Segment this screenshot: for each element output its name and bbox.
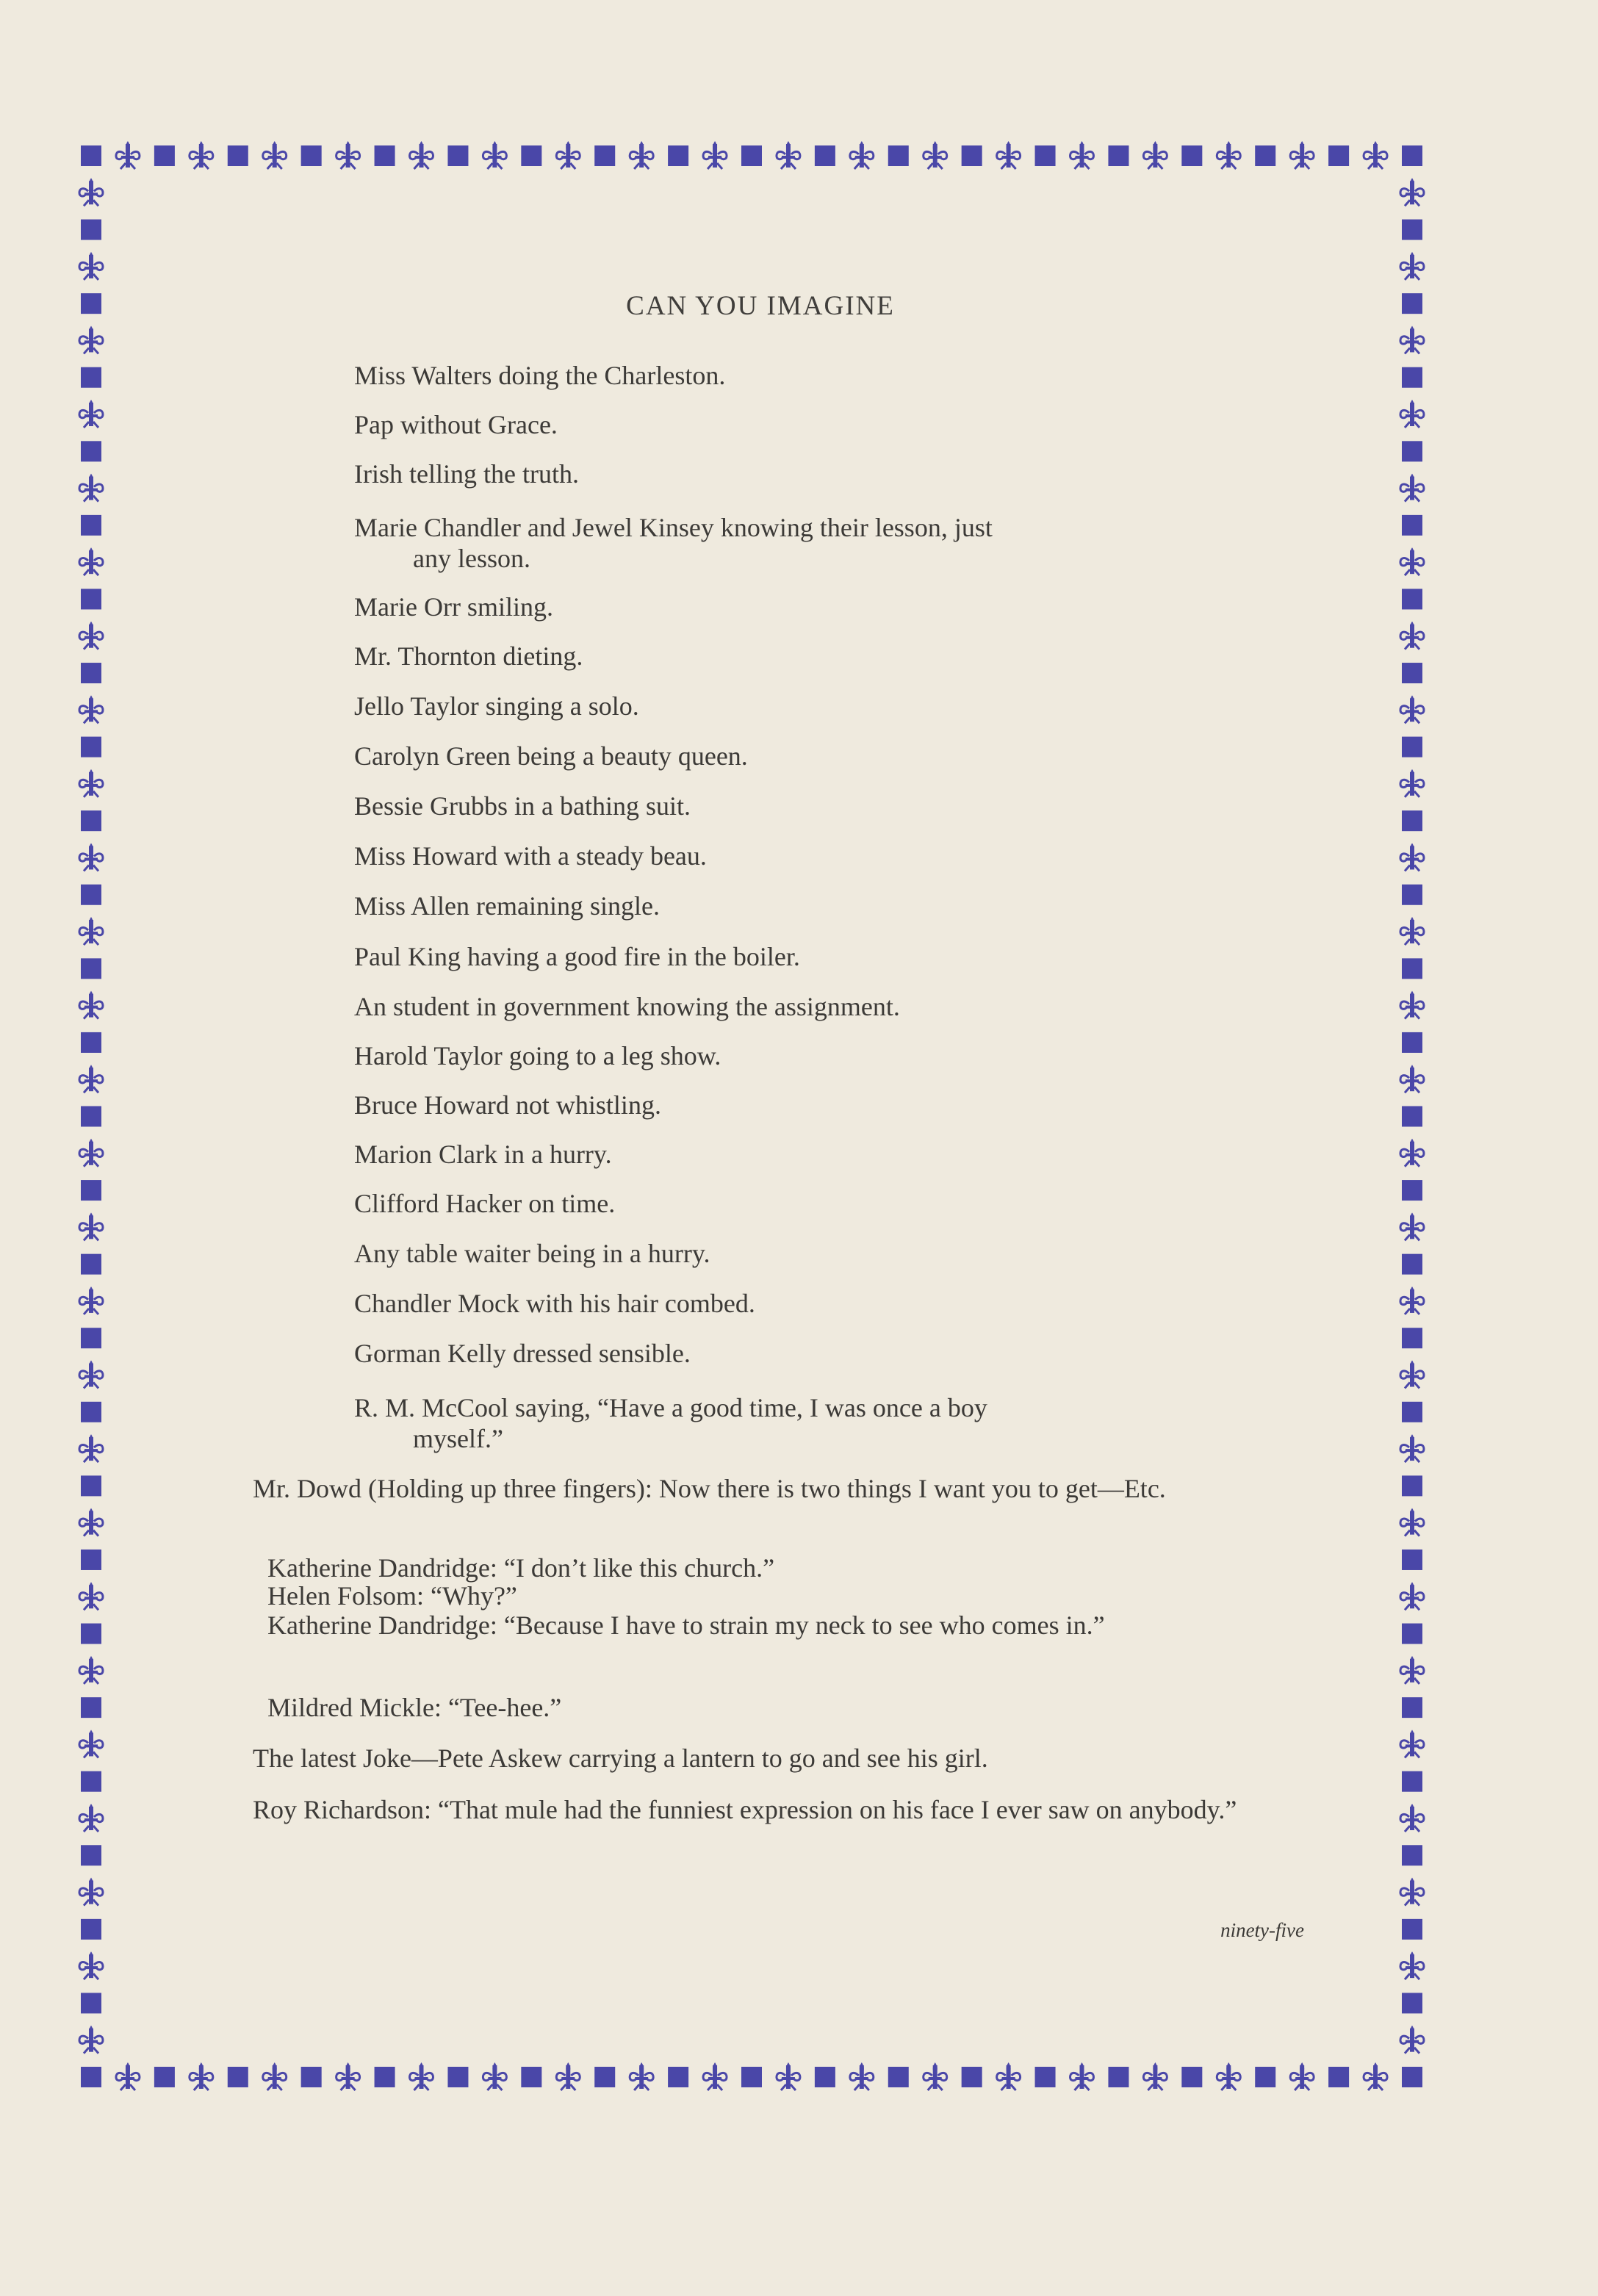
border-square-icon (1402, 367, 1422, 388)
border-square-icon (81, 2067, 101, 2087)
border-square-icon (81, 1845, 101, 1865)
border-square-icon (668, 2067, 688, 2087)
border-fleur-icon (483, 2062, 506, 2090)
border-square-icon (1402, 663, 1422, 683)
list-item: Marion Clark in a hurry. (354, 1140, 612, 1169)
border-fleur-icon (263, 2062, 287, 2090)
border-fleur-icon (556, 2062, 580, 2090)
border-fleur-icon (79, 1878, 103, 1906)
border-fleur-icon (336, 141, 360, 169)
list-item: Harold Taylor going to a leg show. (354, 1041, 721, 1070)
list-item-continuation: any lesson. (413, 544, 530, 573)
border-fleur-icon (79, 843, 103, 871)
border-fleur-icon (1400, 1139, 1424, 1167)
border-fleur-icon (1400, 1361, 1424, 1389)
page-number: ninety-five (1220, 1919, 1304, 1941)
border-fleur-icon (1400, 547, 1424, 575)
border-fleur-icon (997, 141, 1021, 169)
border-fleur-icon (79, 547, 103, 575)
border-square-icon (1402, 737, 1422, 757)
border-fleur-icon (116, 2062, 140, 2090)
dialogue-line: Katherine Dandridge: “I don’t like this church.” (267, 1553, 775, 1583)
border-square-icon (1402, 1328, 1422, 1348)
border-square-icon (81, 1402, 101, 1422)
border-fleur-icon (79, 2026, 103, 2054)
border-fleur-icon (79, 178, 103, 206)
border-fleur-icon (1400, 1434, 1424, 1462)
border-square-icon (521, 2067, 541, 2087)
border-fleur-icon (850, 141, 874, 169)
list-item: Miss Howard with a steady beau. (354, 841, 707, 871)
border-square-icon (521, 145, 541, 166)
border-square-icon (1402, 958, 1422, 979)
border-square-icon (1402, 1993, 1422, 2013)
border-square-icon (1402, 1180, 1422, 1201)
list-item: Irish telling the truth. (354, 459, 579, 489)
border-fleur-icon (79, 1361, 103, 1389)
border-fleur-icon (190, 2062, 213, 2090)
border-square-icon (81, 1106, 101, 1127)
border-fleur-icon (1400, 1878, 1424, 1906)
dialogue-line: Helen Folsom: “Why?” (267, 1581, 517, 1611)
border-square-icon (81, 1993, 101, 2013)
border-square-icon (447, 2067, 468, 2087)
border-square-icon (81, 1771, 101, 1792)
list-item: Clifford Hacker on time. (354, 1189, 616, 1218)
border-fleur-icon (703, 141, 727, 169)
border-square-icon (375, 2067, 395, 2087)
border-square-icon (1328, 2067, 1349, 2087)
border-fleur-icon (630, 2062, 653, 2090)
border-fleur-icon (1364, 141, 1387, 169)
border-square-icon (81, 367, 101, 388)
border-fleur-icon (1400, 622, 1424, 649)
border-square-icon (1402, 1845, 1422, 1865)
border-square-icon (81, 293, 101, 314)
border-square-icon (154, 145, 175, 166)
border-fleur-icon (1290, 2062, 1314, 2090)
joke-latest-text: The latest Joke—Pete Askew carrying a lantern to go and see his girl. (253, 1743, 988, 1773)
border-square-icon (888, 145, 909, 166)
border-fleur-icon (79, 1656, 103, 1684)
border-fleur-icon (703, 2062, 727, 2090)
joke-richardson-text: Roy Richardson: “That mule had the funniest expression on his face I ever saw on anybody.” (253, 1795, 1237, 1824)
border-square-icon (81, 737, 101, 757)
border-square-icon (962, 2067, 982, 2087)
list-item-continuation: myself.” (413, 1424, 503, 1453)
border-square-icon (1108, 145, 1129, 166)
border-square-icon (741, 2067, 762, 2087)
border-square-icon (81, 1328, 101, 1348)
border-fleur-icon (1400, 1582, 1424, 1610)
joke-dowd-text: Mr. Dowd (Holding up three fingers): Now there is two things I want you to get—Etc. (253, 1474, 1166, 1503)
border-fleur-icon (1400, 1212, 1424, 1240)
border-square-icon (741, 145, 762, 166)
border-fleur-icon (1400, 1065, 1424, 1093)
border-square-icon (1402, 1624, 1422, 1644)
border-square-icon (81, 1624, 101, 1644)
border-fleur-icon (1400, 325, 1424, 353)
border-fleur-icon (79, 1286, 103, 1314)
border-square-icon (154, 2067, 175, 2087)
border-fleur-icon (850, 2062, 874, 2090)
border-square-icon (1402, 1697, 1422, 1718)
border-square-icon (1255, 2067, 1275, 2087)
border-square-icon (81, 441, 101, 461)
list-item-continuation-wrap (354, 543, 1258, 574)
border-fleur-icon (79, 1139, 103, 1167)
list-item: Bruce Howard not whistling. (354, 1090, 661, 1120)
joke-mickle (209, 1692, 1307, 1723)
border-square-icon (81, 1475, 101, 1496)
border-fleur-icon (79, 1951, 103, 1979)
border-fleur-icon (79, 325, 103, 353)
joke-dowd (209, 1473, 1307, 1504)
border-fleur-icon (1400, 695, 1424, 723)
border-fleur-icon (410, 141, 433, 169)
border-fleur-icon (1400, 1804, 1424, 1832)
border-fleur-icon (924, 2062, 947, 2090)
border-fleur-icon (79, 474, 103, 502)
border-fleur-icon (1400, 1951, 1424, 1979)
border-fleur-icon (1217, 141, 1240, 169)
border-square-icon (1255, 145, 1275, 166)
border-square-icon (1402, 220, 1422, 240)
border-square-icon (1108, 2067, 1129, 2087)
border-fleur-icon (116, 141, 140, 169)
border-square-icon (1402, 441, 1422, 461)
list-item: Mr. Thornton dieting. (354, 641, 583, 671)
list-item: Pap without Grace. (354, 410, 558, 439)
border-fleur-icon (1070, 2062, 1094, 2090)
border-fleur-icon (1400, 1508, 1424, 1536)
list-item: R. M. McCool saying, “Have a good time, I was once a boy (354, 1393, 987, 1422)
border-square-icon (1181, 145, 1202, 166)
border-fleur-icon (79, 1434, 103, 1462)
border-fleur-icon (79, 1582, 103, 1610)
border-square-icon (81, 1550, 101, 1570)
list-item: Any table waiter being in a hurry. (354, 1239, 710, 1268)
border-fleur-icon (79, 1508, 103, 1536)
border-square-icon (1328, 145, 1349, 166)
border-fleur-icon (79, 1065, 103, 1093)
border-square-icon (594, 2067, 615, 2087)
border-fleur-icon (1070, 141, 1094, 169)
border-square-icon (81, 515, 101, 536)
list-item: Bessie Grubbs in a bathing suit. (354, 791, 691, 821)
list-item: Marie Orr smiling. (354, 592, 553, 622)
border-square-icon (1402, 1106, 1422, 1127)
border-square-icon (1402, 1919, 1422, 1940)
border-fleur-icon (1400, 178, 1424, 206)
border-square-icon (81, 1697, 101, 1718)
border-fleur-icon (1143, 2062, 1167, 2090)
border-square-icon (81, 589, 101, 609)
border-square-icon (81, 885, 101, 905)
border-square-icon (815, 145, 835, 166)
border-fleur-icon (263, 141, 287, 169)
border-square-icon (1402, 1032, 1422, 1053)
border-fleur-icon (79, 695, 103, 723)
border-fleur-icon (483, 141, 506, 169)
border-square-icon (1402, 1254, 1422, 1275)
border-fleur-icon (1217, 2062, 1240, 2090)
dialogue-line: Katherine Dandridge: “Because I have to strain my neck to see who comes in.” (267, 1611, 1105, 1640)
border-fleur-icon (1290, 141, 1314, 169)
border-fleur-icon (79, 622, 103, 649)
border-square-icon (1402, 293, 1422, 314)
border-square-icon (81, 1919, 101, 1940)
border-square-icon (228, 2067, 248, 2087)
border-square-icon (301, 145, 322, 166)
border-square-icon (668, 145, 688, 166)
border-fleur-icon (190, 141, 213, 169)
border-square-icon (1402, 589, 1422, 609)
border-square-icon (1402, 515, 1422, 536)
border-fleur-icon (410, 2062, 433, 2090)
border-square-icon (81, 810, 101, 831)
border-fleur-icon (1400, 917, 1424, 945)
border-fleur-icon (79, 1730, 103, 1757)
border-fleur-icon (79, 1804, 103, 1832)
border-fleur-icon (79, 400, 103, 428)
border-square-icon (1402, 1771, 1422, 1792)
joke-richardson (209, 1794, 1307, 1825)
border-square-icon (1035, 2067, 1056, 2087)
border-fleur-icon (997, 2062, 1021, 2090)
list-item: Gorman Kelly dressed sensible. (354, 1339, 691, 1368)
border-fleur-icon (777, 2062, 800, 2090)
border-square-icon (301, 2067, 322, 2087)
border-square-icon (228, 145, 248, 166)
border-fleur-icon (1143, 141, 1167, 169)
border-square-icon (81, 220, 101, 240)
border-fleur-icon (1400, 1286, 1424, 1314)
list-item: Jello Taylor singing a solo. (354, 691, 639, 721)
border-square-icon (1402, 1550, 1422, 1570)
border-fleur-icon (1400, 843, 1424, 871)
border-square-icon (81, 663, 101, 683)
border-fleur-icon (79, 991, 103, 1019)
border-square-icon (1402, 885, 1422, 905)
border-fleur-icon (777, 141, 800, 169)
border-fleur-icon (1400, 1656, 1424, 1684)
border-square-icon (1402, 2067, 1422, 2087)
border-square-icon (594, 145, 615, 166)
border-square-icon (1402, 1402, 1422, 1422)
border-fleur-icon (336, 2062, 360, 2090)
list-item: Carolyn Green being a beauty queen. (354, 741, 748, 771)
border-square-icon (962, 145, 982, 166)
list-item: Paul King having a good fire in the boiler. (354, 942, 800, 971)
border-fleur-icon (79, 252, 103, 280)
border-square-icon (1402, 145, 1422, 166)
joke-dandridge-dialogue (209, 1552, 1307, 1641)
list-item: Miss Allen remaining single. (354, 891, 660, 921)
list-item: Marie Chandler and Jewel Kinsey knowing their lesson, just (354, 513, 993, 542)
border-fleur-icon (1400, 991, 1424, 1019)
joke-mickle-text: Mildred Mickle: “Tee-hee.” (267, 1693, 562, 1722)
border-fleur-icon (79, 917, 103, 945)
border-fleur-icon (1400, 2026, 1424, 2054)
border-square-icon (888, 2067, 909, 2087)
list-item: Miss Walters doing the Charleston. (354, 361, 726, 390)
border-square-icon (81, 1032, 101, 1053)
border-fleur-icon (79, 1212, 103, 1240)
border-fleur-icon (1400, 474, 1424, 502)
border-square-icon (81, 958, 101, 979)
border-fleur-icon (924, 141, 947, 169)
border-square-icon (447, 145, 468, 166)
joke-latest (209, 1743, 1307, 1774)
border-fleur-icon (79, 769, 103, 797)
border-fleur-icon (556, 141, 580, 169)
border-fleur-icon (1400, 1730, 1424, 1757)
border-square-icon (375, 145, 395, 166)
page-title: CAN YOU IMAGINE (626, 291, 895, 321)
list-item-continuation-wrap (354, 1423, 1258, 1454)
border-square-icon (81, 1254, 101, 1275)
list-item: An student in government knowing the assignment. (354, 992, 900, 1021)
border-square-icon (81, 1180, 101, 1201)
border-fleur-icon (1364, 2062, 1387, 2090)
border-fleur-icon (1400, 252, 1424, 280)
list-item: Chandler Mock with his hair combed. (354, 1289, 755, 1318)
border-square-icon (1402, 1475, 1422, 1496)
border-square-icon (1035, 145, 1056, 166)
border-square-icon (81, 145, 101, 166)
border-square-icon (815, 2067, 835, 2087)
border-square-icon (1181, 2067, 1202, 2087)
border-fleur-icon (1400, 400, 1424, 428)
border-fleur-icon (1400, 769, 1424, 797)
border-fleur-icon (630, 141, 653, 169)
border-square-icon (1402, 810, 1422, 831)
